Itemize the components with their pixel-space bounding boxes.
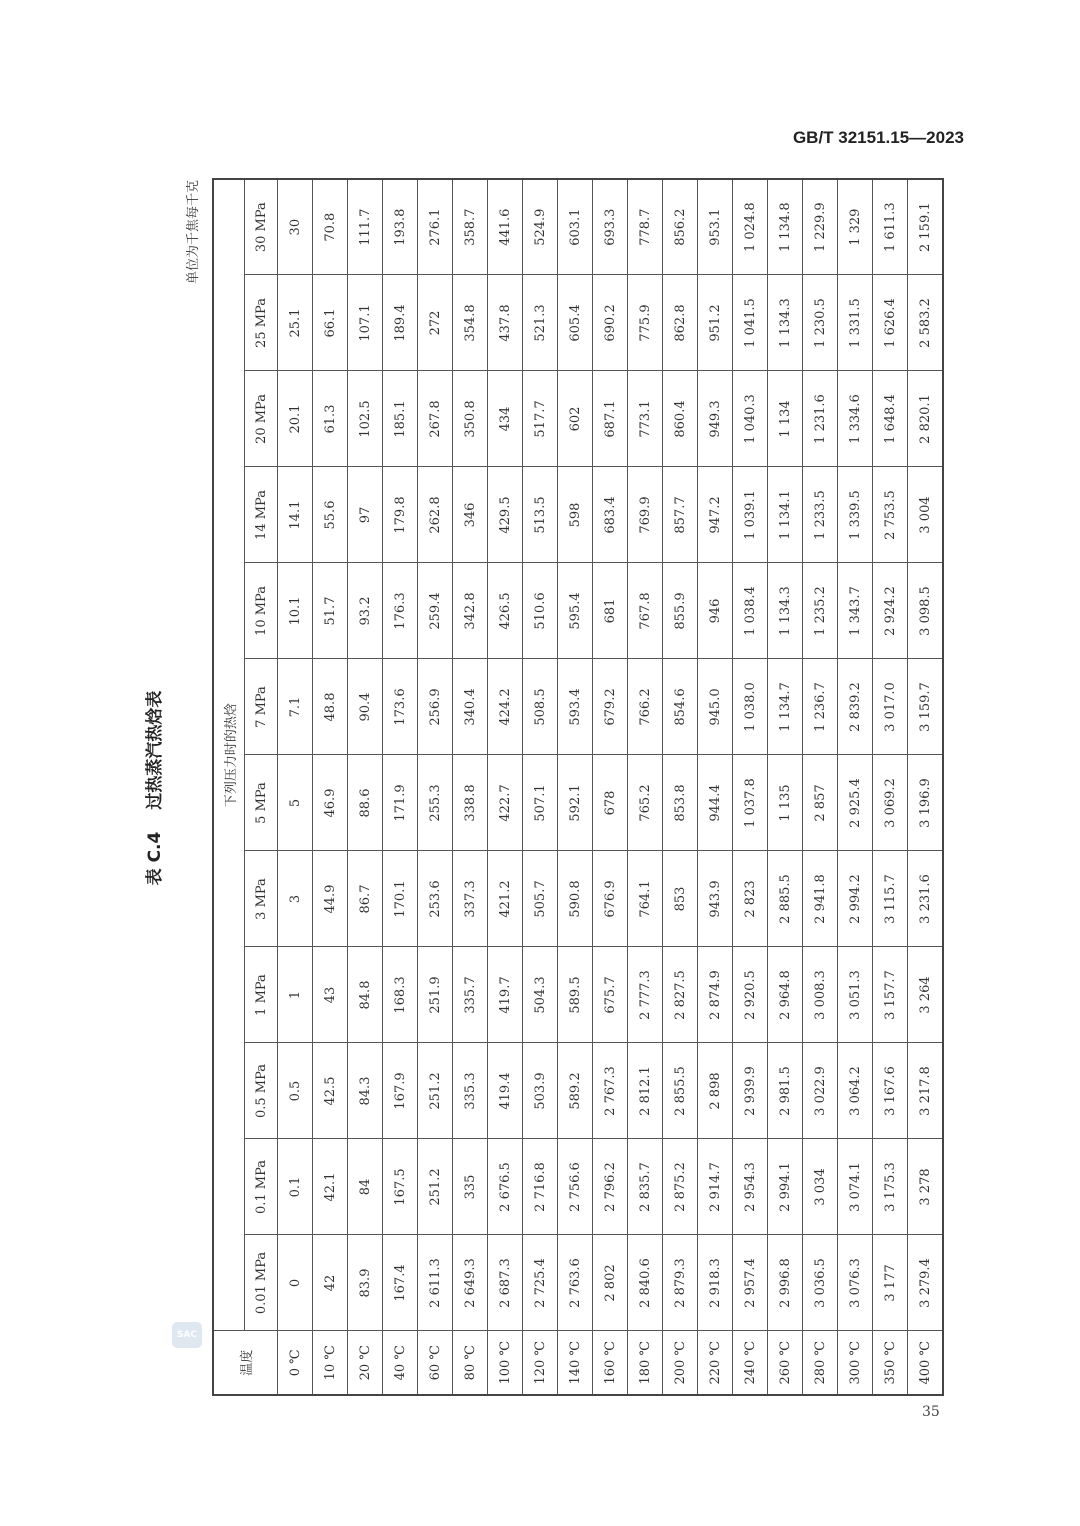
pressure-header-cell: 25 MPa <box>245 275 278 371</box>
enthalpy-cell: 854.6 <box>663 659 698 755</box>
enthalpy-cell: 1 134.1 <box>768 467 803 563</box>
enthalpy-cell: 945.0 <box>698 659 733 755</box>
table-row <box>663 179 698 1395</box>
enthalpy-cell: 943.9 <box>698 851 733 947</box>
enthalpy-cell: 421.2 <box>488 851 523 947</box>
temperature-cell: 400 ℃ <box>908 1331 944 1395</box>
enthalpy-cell: 173.6 <box>383 659 418 755</box>
enthalpy-cell: 84 <box>348 1139 383 1235</box>
enthalpy-cell: 251.2 <box>418 1139 453 1235</box>
enthalpy-cell: 3 076.3 <box>838 1235 873 1331</box>
enthalpy-cell: 429.5 <box>488 467 523 563</box>
temperature-cell: 220 ℃ <box>698 1331 733 1395</box>
enthalpy-cell: 2 159.1 <box>908 179 944 275</box>
enthalpy-cell: 193.8 <box>383 179 418 275</box>
enthalpy-cell: 2 875.2 <box>663 1139 698 1235</box>
enthalpy-cell: 1 <box>278 947 313 1043</box>
enthalpy-cell: 1 611.3 <box>873 179 908 275</box>
enthalpy-cell: 856.2 <box>663 179 698 275</box>
enthalpy-cell: 1 229.9 <box>803 179 838 275</box>
enthalpy-cell: 1 134 <box>768 371 803 467</box>
enthalpy-cell: 342.8 <box>453 563 488 659</box>
enthalpy-cell: 2 583.2 <box>908 275 944 371</box>
enthalpy-cell: 43 <box>313 947 348 1043</box>
enthalpy-cell: 2 777.3 <box>628 947 663 1043</box>
enthalpy-cell: 765.2 <box>628 755 663 851</box>
enthalpy-cell: 1 231.6 <box>803 371 838 467</box>
enthalpy-cell: 2 981.5 <box>768 1043 803 1139</box>
enthalpy-cell: 441.6 <box>488 179 523 275</box>
enthalpy-cell: 48.8 <box>313 659 348 755</box>
enthalpy-cell: 521.3 <box>523 275 558 371</box>
enthalpy-cell: 259.4 <box>418 563 453 659</box>
enthalpy-cell: 2 649.3 <box>453 1235 488 1331</box>
enthalpy-cell: 170.1 <box>383 851 418 947</box>
enthalpy-cell: 676.9 <box>593 851 628 947</box>
enthalpy-cell: 2 823 <box>733 851 768 947</box>
enthalpy-cell: 61.3 <box>313 371 348 467</box>
enthalpy-cell: 1 134.7 <box>768 659 803 755</box>
enthalpy-cell: 2 857 <box>803 755 838 851</box>
enthalpy-cell: 179.8 <box>383 467 418 563</box>
enthalpy-cell: 1 038.4 <box>733 563 768 659</box>
enthalpy-cell: 1 331.5 <box>838 275 873 371</box>
enthalpy-cell: 84.8 <box>348 947 383 1043</box>
enthalpy-cell: 767.8 <box>628 563 663 659</box>
enthalpy-cell: 97 <box>348 467 383 563</box>
enthalpy-cell: 14.1 <box>278 467 313 563</box>
enthalpy-cell: 683.4 <box>593 467 628 563</box>
enthalpy-cell: 687.1 <box>593 371 628 467</box>
enthalpy-cell: 42 <box>313 1235 348 1331</box>
table-row <box>733 179 768 1395</box>
enthalpy-cell: 510.6 <box>523 563 558 659</box>
enthalpy-cell: 681 <box>593 563 628 659</box>
pressure-header-cell: 5 MPa <box>245 755 278 851</box>
enthalpy-cell: 2 725.4 <box>523 1235 558 1331</box>
enthalpy-cell: 2 898 <box>698 1043 733 1139</box>
enthalpy-cell: 107.1 <box>348 275 383 371</box>
enthalpy-cell: 2 687.3 <box>488 1235 523 1331</box>
pressure-header-cell: 0.1 MPa <box>245 1139 278 1235</box>
enthalpy-cell: 2 676.5 <box>488 1139 523 1235</box>
enthalpy-cell: 93.2 <box>348 563 383 659</box>
temperature-cell: 100 ℃ <box>488 1331 523 1395</box>
enthalpy-cell: 102.5 <box>348 371 383 467</box>
enthalpy-cell: 2 839.2 <box>838 659 873 755</box>
enthalpy-cell: 255.3 <box>418 755 453 851</box>
enthalpy-cell: 1 134.8 <box>768 179 803 275</box>
enthalpy-cell: 1 648.4 <box>873 371 908 467</box>
enthalpy-cell: 419.7 <box>488 947 523 1043</box>
enthalpy-cell: 0.5 <box>278 1043 313 1139</box>
enthalpy-table <box>212 178 944 1396</box>
enthalpy-cell: 335.3 <box>453 1043 488 1139</box>
temperature-cell: 350 ℃ <box>873 1331 908 1395</box>
enthalpy-cell: 1 040.3 <box>733 371 768 467</box>
enthalpy-cell: 2 716.8 <box>523 1139 558 1235</box>
enthalpy-cell: 88.6 <box>348 755 383 851</box>
enthalpy-cell: 3 034 <box>803 1139 838 1235</box>
table-label: 表 C.4 <box>145 831 165 886</box>
enthalpy-cell: 276.1 <box>418 179 453 275</box>
temperature-cell: 280 ℃ <box>803 1331 838 1395</box>
temperature-header: 温度 <box>213 1331 278 1395</box>
enthalpy-cell: 51.7 <box>313 563 348 659</box>
pressure-header-row <box>245 179 278 1395</box>
enthalpy-cell: 693.3 <box>593 179 628 275</box>
enthalpy-cell: 1 235.2 <box>803 563 838 659</box>
enthalpy-cell: 424.2 <box>488 659 523 755</box>
enthalpy-cell: 3 115.7 <box>873 851 908 947</box>
enthalpy-cell: 2 920.5 <box>733 947 768 1043</box>
enthalpy-cell: 251.2 <box>418 1043 453 1139</box>
enthalpy-cell: 2 957.4 <box>733 1235 768 1331</box>
enthalpy-cell: 944.4 <box>698 755 733 851</box>
enthalpy-cell: 592.1 <box>558 755 593 851</box>
enthalpy-cell: 10.1 <box>278 563 313 659</box>
table-row <box>628 179 663 1395</box>
enthalpy-cell: 1 236.7 <box>803 659 838 755</box>
enthalpy-cell: 946 <box>698 563 733 659</box>
enthalpy-cell: 83.9 <box>348 1235 383 1331</box>
enthalpy-cell: 42.5 <box>313 1043 348 1139</box>
enthalpy-cell: 3 064.2 <box>838 1043 873 1139</box>
temperature-cell: 160 ℃ <box>593 1331 628 1395</box>
enthalpy-cell: 507.1 <box>523 755 558 851</box>
enthalpy-cell: 947.2 <box>698 467 733 563</box>
enthalpy-cell: 1 230.5 <box>803 275 838 371</box>
enthalpy-cell: 2 611.3 <box>418 1235 453 1331</box>
enthalpy-cell: 503.9 <box>523 1043 558 1139</box>
table-row <box>418 179 453 1395</box>
enthalpy-cell: 2 879.3 <box>663 1235 698 1331</box>
enthalpy-cell: 256.9 <box>418 659 453 755</box>
temperature-cell: 20 ℃ <box>348 1331 383 1395</box>
enthalpy-cell: 1 233.5 <box>803 467 838 563</box>
enthalpy-cell: 350.8 <box>453 371 488 467</box>
table-row <box>768 179 803 1395</box>
pressure-header-cell: 1 MPa <box>245 947 278 1043</box>
enthalpy-cell: 855.9 <box>663 563 698 659</box>
temperature-cell: 260 ℃ <box>768 1331 803 1395</box>
enthalpy-cell: 171.9 <box>383 755 418 851</box>
enthalpy-cell: 167.4 <box>383 1235 418 1331</box>
enthalpy-cell: 337.3 <box>453 851 488 947</box>
temperature-cell: 300 ℃ <box>838 1331 873 1395</box>
enthalpy-cell: 2 918.3 <box>698 1235 733 1331</box>
pressure-header-cell: 3 MPa <box>245 851 278 947</box>
enthalpy-cell: 262.8 <box>418 467 453 563</box>
enthalpy-cell: 1 038.0 <box>733 659 768 755</box>
pressure-header-cell: 0.5 MPa <box>245 1043 278 1139</box>
enthalpy-cell: 3 159.7 <box>908 659 944 755</box>
temperature-cell: 0 ℃ <box>278 1331 313 1395</box>
enthalpy-cell: 3 177 <box>873 1235 908 1331</box>
enthalpy-cell: 2 756.6 <box>558 1139 593 1235</box>
temperature-cell: 140 ℃ <box>558 1331 593 1395</box>
enthalpy-cell: 1 037.8 <box>733 755 768 851</box>
enthalpy-cell: 1 626.4 <box>873 275 908 371</box>
enthalpy-cell: 3 175.3 <box>873 1139 908 1235</box>
enthalpy-cell: 2 827.5 <box>663 947 698 1043</box>
enthalpy-cell: 3 167.6 <box>873 1043 908 1139</box>
enthalpy-cell: 2 941.8 <box>803 851 838 947</box>
table-row <box>698 179 733 1395</box>
enthalpy-cell: 335.7 <box>453 947 488 1043</box>
table-body <box>278 179 944 1395</box>
enthalpy-cell: 2 835.7 <box>628 1139 663 1235</box>
enthalpy-cell: 3 217.8 <box>908 1043 944 1139</box>
enthalpy-cell: 589.5 <box>558 947 593 1043</box>
enthalpy-cell: 176.3 <box>383 563 418 659</box>
enthalpy-cell: 1 329 <box>838 179 873 275</box>
enthalpy-cell: 168.3 <box>383 947 418 1043</box>
enthalpy-cell: 2 924.2 <box>873 563 908 659</box>
enthalpy-cell: 426.5 <box>488 563 523 659</box>
enthalpy-cell: 860.4 <box>663 371 698 467</box>
enthalpy-cell: 251.9 <box>418 947 453 1043</box>
table-row <box>873 179 908 1395</box>
pressure-header-cell: 14 MPa <box>245 467 278 563</box>
table-title <box>140 180 170 1396</box>
table-row <box>558 179 593 1395</box>
enthalpy-cell: 778.7 <box>628 179 663 275</box>
enthalpy-cell: 593.4 <box>558 659 593 755</box>
enthalpy-cell: 1 343.7 <box>838 563 873 659</box>
enthalpy-cell: 1 041.5 <box>733 275 768 371</box>
enthalpy-cell: 358.7 <box>453 179 488 275</box>
table-row <box>838 179 873 1395</box>
temperature-cell: 200 ℃ <box>663 1331 698 1395</box>
enthalpy-cell: 7.1 <box>278 659 313 755</box>
enthalpy-cell: 3 157.7 <box>873 947 908 1043</box>
enthalpy-cell: 857.7 <box>663 467 698 563</box>
enthalpy-cell: 1 134.3 <box>768 563 803 659</box>
enthalpy-cell: 437.8 <box>488 275 523 371</box>
enthalpy-cell: 3 004 <box>908 467 944 563</box>
enthalpy-cell: 951.2 <box>698 275 733 371</box>
enthalpy-cell: 335 <box>453 1139 488 1235</box>
pressure-header-cell: 0.01 MPa <box>245 1235 278 1331</box>
enthalpy-cell: 2 796.2 <box>593 1139 628 1235</box>
enthalpy-cell: 2 840.6 <box>628 1235 663 1331</box>
enthalpy-cell: 598 <box>558 467 593 563</box>
enthalpy-cell: 2 855.5 <box>663 1043 698 1139</box>
enthalpy-cell: 338.8 <box>453 755 488 851</box>
enthalpy-cell: 167.5 <box>383 1139 418 1235</box>
enthalpy-cell: 3 036.5 <box>803 1235 838 1331</box>
enthalpy-cell: 84.3 <box>348 1043 383 1139</box>
enthalpy-cell: 766.2 <box>628 659 663 755</box>
table-row <box>383 179 418 1395</box>
enthalpy-cell: 25.1 <box>278 275 313 371</box>
enthalpy-cell: 3 098.5 <box>908 563 944 659</box>
enthalpy-cell: 2 812.1 <box>628 1043 663 1139</box>
pressure-header-cell: 20 MPa <box>245 371 278 467</box>
enthalpy-cell: 2 996.8 <box>768 1235 803 1331</box>
enthalpy-cell: 42.1 <box>313 1139 348 1235</box>
enthalpy-cell: 3 051.3 <box>838 947 873 1043</box>
table-row <box>523 179 558 1395</box>
temperature-cell: 240 ℃ <box>733 1331 768 1395</box>
enthalpy-cell: 2 994.1 <box>768 1139 803 1235</box>
temperature-cell: 120 ℃ <box>523 1331 558 1395</box>
enthalpy-cell: 513.5 <box>523 467 558 563</box>
enthalpy-cell: 3 278 <box>908 1139 944 1235</box>
rotated-table-block <box>140 180 948 1396</box>
enthalpy-cell: 764.1 <box>628 851 663 947</box>
enthalpy-cell: 505.7 <box>523 851 558 947</box>
enthalpy-cell: 44.9 <box>313 851 348 947</box>
enthalpy-cell: 2 753.5 <box>873 467 908 563</box>
pressure-header-cell: 10 MPa <box>245 563 278 659</box>
enthalpy-cell: 1 339.5 <box>838 467 873 563</box>
enthalpy-cell: 1 039.1 <box>733 467 768 563</box>
enthalpy-cell: 272 <box>418 275 453 371</box>
enthalpy-cell: 675.7 <box>593 947 628 1043</box>
table-row <box>453 179 488 1395</box>
enthalpy-cell: 3 022.9 <box>803 1043 838 1139</box>
enthalpy-cell: 2 954.3 <box>733 1139 768 1235</box>
enthalpy-cell: 2 994.2 <box>838 851 873 947</box>
enthalpy-cell: 20.1 <box>278 371 313 467</box>
standard-number: GB/T 32151.15—2023 <box>792 128 964 147</box>
enthalpy-cell: 3 196.9 <box>908 755 944 851</box>
enthalpy-cell: 2 939.9 <box>733 1043 768 1139</box>
enthalpy-cell: 3 008.3 <box>803 947 838 1043</box>
page-number: 35 <box>922 1404 940 1420</box>
pressure-header-cell: 7 MPa <box>245 659 278 755</box>
enthalpy-cell: 3 279.4 <box>908 1235 944 1331</box>
temperature-cell: 180 ℃ <box>628 1331 663 1395</box>
enthalpy-cell: 90.4 <box>348 659 383 755</box>
table-row <box>803 179 838 1395</box>
enthalpy-cell: 189.4 <box>383 275 418 371</box>
enthalpy-cell: 2 820.1 <box>908 371 944 467</box>
enthalpy-cell: 0 <box>278 1235 313 1331</box>
enthalpy-cell: 524.9 <box>523 179 558 275</box>
pressure-group-header: 下列压力时的热焓 <box>213 179 245 1331</box>
enthalpy-cell: 46.9 <box>313 755 348 851</box>
enthalpy-cell: 1 134.3 <box>768 275 803 371</box>
enthalpy-cell: 340.4 <box>453 659 488 755</box>
enthalpy-cell: 354.8 <box>453 275 488 371</box>
enthalpy-cell: 2 763.6 <box>558 1235 593 1331</box>
enthalpy-cell: 949.3 <box>698 371 733 467</box>
enthalpy-cell: 1 135 <box>768 755 803 851</box>
enthalpy-cell: 589.2 <box>558 1043 593 1139</box>
enthalpy-cell: 504.3 <box>523 947 558 1043</box>
enthalpy-cell: 2 925.4 <box>838 755 873 851</box>
temperature-cell: 10 ℃ <box>313 1331 348 1395</box>
enthalpy-cell: 595.4 <box>558 563 593 659</box>
enthalpy-cell: 55.6 <box>313 467 348 563</box>
enthalpy-cell: 86.7 <box>348 851 383 947</box>
enthalpy-cell: 253.6 <box>418 851 453 947</box>
enthalpy-cell: 111.7 <box>348 179 383 275</box>
enthalpy-cell: 1 024.8 <box>733 179 768 275</box>
enthalpy-cell: 30 <box>278 179 313 275</box>
enthalpy-cell: 602 <box>558 371 593 467</box>
enthalpy-cell: 66.1 <box>313 275 348 371</box>
sac-logo: SAC <box>172 1322 202 1348</box>
enthalpy-cell: 3 <box>278 851 313 947</box>
enthalpy-cell: 690.2 <box>593 275 628 371</box>
enthalpy-cell: 2 885.5 <box>768 851 803 947</box>
temperature-cell: 40 ℃ <box>383 1331 418 1395</box>
enthalpy-cell: 679.2 <box>593 659 628 755</box>
enthalpy-cell: 517.7 <box>523 371 558 467</box>
table-row <box>488 179 523 1395</box>
enthalpy-cell: 5 <box>278 755 313 851</box>
enthalpy-cell: 167.9 <box>383 1043 418 1139</box>
enthalpy-cell: 185.1 <box>383 371 418 467</box>
table-row <box>908 179 944 1395</box>
enthalpy-cell: 3 074.1 <box>838 1139 873 1235</box>
enthalpy-cell: 3 264 <box>908 947 944 1043</box>
enthalpy-cell: 590.8 <box>558 851 593 947</box>
enthalpy-cell: 419.4 <box>488 1043 523 1139</box>
temperature-cell: 80 ℃ <box>453 1331 488 1395</box>
enthalpy-cell: 775.9 <box>628 275 663 371</box>
enthalpy-cell: 773.1 <box>628 371 663 467</box>
enthalpy-cell: 605.4 <box>558 275 593 371</box>
unit-note: 单位为千焦每千克 <box>186 180 201 285</box>
enthalpy-cell: 3 017.0 <box>873 659 908 755</box>
enthalpy-cell: 3 069.2 <box>873 755 908 851</box>
enthalpy-cell: 2 874.9 <box>698 947 733 1043</box>
pressure-header-cell: 30 MPa <box>245 179 278 275</box>
enthalpy-cell: 2 802 <box>593 1235 628 1331</box>
enthalpy-cell: 434 <box>488 371 523 467</box>
enthalpy-cell: 678 <box>593 755 628 851</box>
enthalpy-cell: 422.7 <box>488 755 523 851</box>
enthalpy-cell: 603.1 <box>558 179 593 275</box>
enthalpy-cell: 953.1 <box>698 179 733 275</box>
enthalpy-cell: 1 334.6 <box>838 371 873 467</box>
temperature-cell: 60 ℃ <box>418 1331 453 1395</box>
table-row <box>593 179 628 1395</box>
table-title-text: 过热蒸汽热焓表 <box>145 690 165 810</box>
table-row <box>278 179 313 1395</box>
enthalpy-cell: 0.1 <box>278 1139 313 1235</box>
enthalpy-cell: 508.5 <box>523 659 558 755</box>
enthalpy-cell: 769.9 <box>628 467 663 563</box>
enthalpy-cell: 2 767.3 <box>593 1043 628 1139</box>
enthalpy-cell: 862.8 <box>663 275 698 371</box>
enthalpy-cell: 2 914.7 <box>698 1139 733 1235</box>
enthalpy-cell: 346 <box>453 467 488 563</box>
enthalpy-cell: 853.8 <box>663 755 698 851</box>
table-row <box>348 179 383 1395</box>
enthalpy-cell: 70.8 <box>313 179 348 275</box>
enthalpy-cell: 853 <box>663 851 698 947</box>
table-row <box>313 179 348 1395</box>
enthalpy-cell: 3 231.6 <box>908 851 944 947</box>
enthalpy-cell: 2 964.8 <box>768 947 803 1043</box>
enthalpy-cell: 267.8 <box>418 371 453 467</box>
